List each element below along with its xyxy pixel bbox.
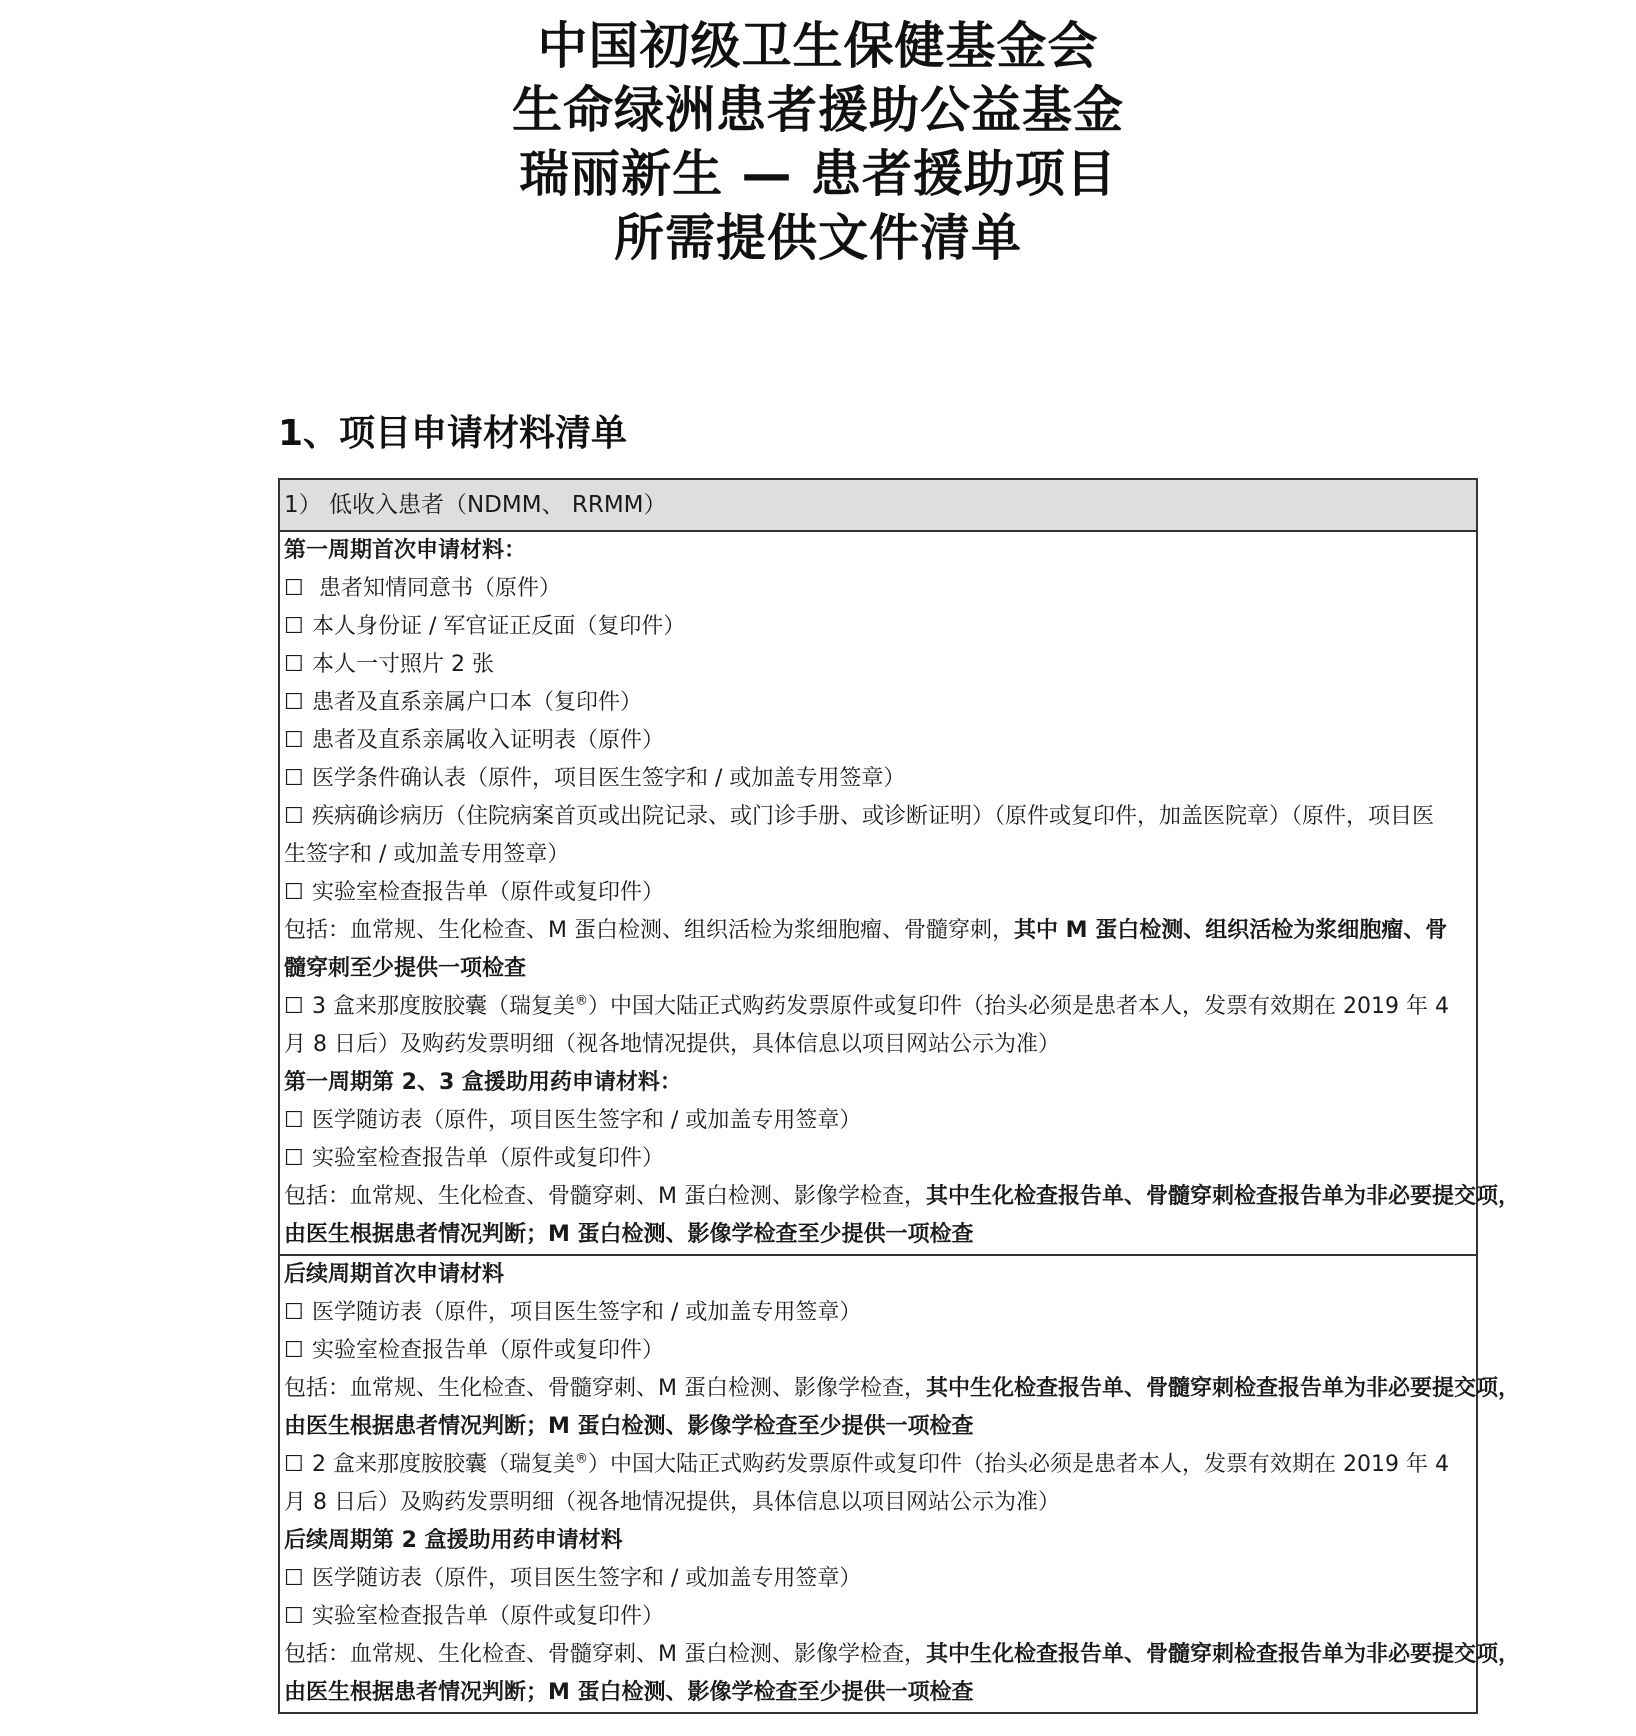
checkbox-icon[interactable]: ☐	[284, 1146, 304, 1171]
item-text: ）中国大陆正式购药发票原件或复印件（抬头必须是患者本人，发票有效期在 2019 年 4	[588, 1452, 1449, 1477]
checkbox-icon[interactable]: ☐	[284, 1452, 304, 1477]
checkbox-icon[interactable]: ☐	[284, 652, 304, 677]
registered-mark: ®	[575, 993, 588, 1009]
item-text: 本人身份证 / 军官证正反面（复印件）	[312, 614, 686, 639]
checklist-item	[284, 874, 1472, 912]
item-text: 医学随访表（原件，项目医生签字和 / 或加盖专用签章）	[312, 1108, 862, 1133]
checklist-item	[284, 1446, 1472, 1484]
checklist-item	[284, 760, 1472, 798]
subheading-subsequent-cycle-initial: 后续周期首次申请材料	[284, 1262, 505, 1287]
checkbox-icon[interactable]: ☐	[284, 766, 304, 791]
checklist-item	[284, 988, 1472, 1026]
includes-emphasis-continued: 髓穿刺至少提供一项检查	[284, 956, 527, 981]
includes-emphasis: 其中生化检查报告单、骨髓穿刺检查报告单为非必要提交项，	[925, 1376, 1520, 1401]
checklist-item	[284, 1102, 1472, 1140]
checkbox-icon[interactable]: ☐	[284, 1300, 304, 1325]
item-text: 疾病确诊病历（住院病案首页或出院记录、或门诊手册、或诊断证明）（原件或复印件，加盖医院章）（原件，项目医	[312, 804, 1435, 829]
item-text: 患者及直系亲属户口本（复印件）	[312, 690, 643, 715]
item-text: ）中国大陆正式购药发票原件或复印件（抬头必须是患者本人，发票有效期在 2019 年 4	[588, 994, 1449, 1019]
item-text: 患者及直系亲属收入证明表（原件）	[312, 728, 665, 753]
box-header: 1） 低收入患者（NDMM、 RRMM）	[280, 480, 1476, 532]
checkbox-icon[interactable]: ☐	[284, 1566, 304, 1591]
item-text: 实验室检查报告单（原件或复印件）	[312, 1146, 665, 1171]
checklist-block-first-cycle	[280, 532, 1520, 1254]
item-text: 医学随访表（原件，项目医生签字和 / 或加盖专用签章）	[312, 1300, 862, 1325]
checkbox-icon[interactable]: ☐	[284, 1338, 304, 1363]
includes-text: 包括：血常规、生化检查、骨髓穿刺、M 蛋白检测、影像学检查，	[284, 1184, 926, 1209]
checkbox-icon[interactable]: ☐	[284, 880, 304, 905]
includes-text: 包括：血常规、生化检查、骨髓穿刺、M 蛋白检测、影像学检查，	[284, 1642, 926, 1667]
includes-emphasis-continued: 由医生根据患者情况判断；M 蛋白检测、影像学检查至少提供一项检查	[284, 1680, 974, 1705]
includes-text: 包括：血常规、生化检查、骨髓穿刺、M 蛋白检测、影像学检查，	[284, 1376, 926, 1401]
item-text: 3 盒来那度胺胶囊（瑞复美	[312, 994, 575, 1019]
subheading-subsequent-cycle-box2: 后续周期第 2 盒援助用药申请材料	[284, 1528, 623, 1553]
includes-emphasis: 其中 M 蛋白检测、组织活检为浆细胞瘤、骨	[1013, 918, 1448, 943]
includes-text: 包括：血常规、生化检查、M 蛋白检测、组织活检为浆细胞瘤、骨髓穿刺，	[284, 918, 1014, 943]
subheading-first-cycle-boxes: 第一周期第 2、3 盒援助用药申请材料：	[284, 1070, 682, 1095]
checklist-item	[284, 684, 1472, 722]
checkbox-icon[interactable]: ☐	[284, 1108, 304, 1133]
section-heading: 1、项目申请材料清单	[278, 413, 628, 454]
item-text: 2 盒来那度胺胶囊（瑞复美	[312, 1452, 575, 1477]
includes-note	[284, 1370, 1520, 1408]
checklist-item	[284, 722, 1472, 760]
item-text: 实验室检查报告单（原件或复印件）	[312, 880, 665, 905]
checkbox-icon[interactable]: ☐	[284, 728, 304, 753]
checkbox-icon[interactable]: ☐	[284, 690, 304, 715]
checkbox-icon[interactable]: ☐	[284, 994, 304, 1019]
item-text: 患者知情同意书（原件）	[312, 576, 561, 601]
includes-emphasis-continued: 由医生根据患者情况判断；M 蛋白检测、影像学检查至少提供一项检查	[284, 1222, 974, 1247]
includes-emphasis-continued: 由医生根据患者情况判断；M 蛋白检测、影像学检查至少提供一项检查	[284, 1414, 974, 1439]
includes-emphasis: 其中生化检查报告单、骨髓穿刺检查报告单为非必要提交项，	[925, 1642, 1520, 1667]
checklist-item	[284, 570, 1472, 608]
item-text: 实验室检查报告单（原件或复印件）	[312, 1338, 665, 1363]
title-line-3: 瑞丽新生 — 患者援助项目	[519, 145, 1117, 203]
title-line-2: 生命绿洲患者援助公益基金	[512, 81, 1124, 139]
item-text-continued: 生签字和 / 或加盖专用签章）	[284, 842, 570, 867]
includes-note	[284, 912, 1472, 950]
checklist-box	[278, 478, 1520, 1714]
item-text-continued: 月 8 日后）及购药发票明细（视各地情况提供，具体信息以项目网站公示为准）	[284, 1490, 1060, 1515]
checklist-item	[284, 646, 1472, 684]
includes-note	[284, 1178, 1520, 1216]
title-line-4: 所需提供文件清单	[614, 209, 1022, 267]
title-line-1: 中国初级卫生保健基金会	[537, 17, 1099, 75]
checklist-block-subsequent-cycle	[280, 1254, 1520, 1712]
checklist-item	[284, 798, 1472, 836]
checklist-item	[284, 1560, 1472, 1598]
document-title	[0, 14, 1636, 270]
item-text: 实验室检查报告单（原件或复印件）	[312, 1604, 665, 1629]
checkbox-icon[interactable]: ☐	[284, 1604, 304, 1629]
item-text: 医学随访表（原件，项目医生签字和 / 或加盖专用签章）	[312, 1566, 862, 1591]
subheading-first-cycle-initial: 第一周期首次申请材料：	[284, 538, 527, 563]
includes-emphasis: 其中生化检查报告单、骨髓穿刺检查报告单为非必要提交项，	[925, 1184, 1520, 1209]
checkbox-icon[interactable]: ☐	[284, 804, 304, 829]
item-text-continued: 月 8 日后）及购药发票明细（视各地情况提供，具体信息以项目网站公示为准）	[284, 1032, 1060, 1057]
checkbox-icon[interactable]: ☐	[284, 576, 304, 601]
item-text: 本人一寸照片 2 张	[312, 652, 494, 677]
checklist-item	[284, 608, 1472, 646]
includes-note	[284, 1636, 1520, 1674]
checkbox-icon[interactable]: ☐	[284, 614, 304, 639]
checklist-item	[284, 1140, 1472, 1178]
checklist-item	[284, 1598, 1472, 1636]
registered-mark: ®	[575, 1451, 588, 1467]
checklist-item	[284, 1294, 1472, 1332]
checklist-item	[284, 1332, 1472, 1370]
item-text: 医学条件确认表（原件，项目医生签字和 / 或加盖专用签章）	[312, 766, 906, 791]
